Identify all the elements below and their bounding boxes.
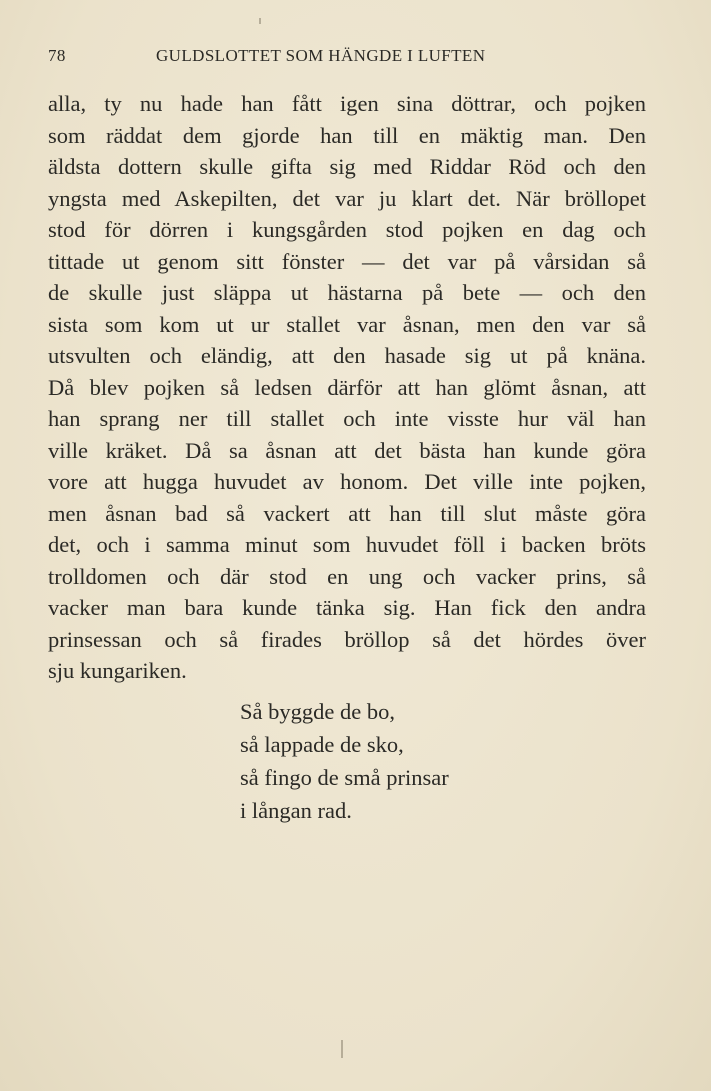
text-line: yngsta med Askepilten, det var ju klart det. När bröllopet xyxy=(48,185,646,211)
page-header xyxy=(48,46,646,70)
verse-line: Så byggde de bo, xyxy=(240,699,395,724)
text-line: han sprang ner till stallet och inte visste hur väl han xyxy=(48,406,646,431)
text-line: vacker man bara kunde tänka sig. Han fick den andra xyxy=(48,595,646,620)
verse-line: i långan rad. xyxy=(240,798,352,823)
speck-mark xyxy=(259,18,261,24)
text-line: de skulle just släppa ut hästarna på bete — och den xyxy=(48,280,646,305)
verse-line: så fingo de små prinsar xyxy=(240,765,449,790)
text-line: stod för dörren i kungsgården stod pojken en dag och xyxy=(48,217,646,242)
text-line: sju kungariken. xyxy=(48,658,187,683)
text-line: som räddat dem gjorde han till en mäktig man. Den xyxy=(48,122,646,148)
closing-verse xyxy=(240,695,449,827)
text-line: sista som kom ut ur stallet var åsnan, men den var så xyxy=(48,311,646,337)
speck-mark xyxy=(341,1040,343,1058)
text-line: tittade ut genom sitt fönster — det var på vårsidan så xyxy=(48,248,646,274)
page-number: 78 xyxy=(48,46,66,65)
running-title: GULDSLOTTET SOM HÄNGDE I LUFTEN xyxy=(156,46,486,65)
text-line: ville kräket. Då sa åsnan att det bästa han kunde göra xyxy=(48,437,646,463)
body-paragraph xyxy=(48,88,646,687)
text-line: men åsnan bad så vackert att han till slut måste göra xyxy=(48,500,646,526)
text-line: äldsta dottern skulle gifta sig med Riddar Röd och den xyxy=(48,154,646,179)
text-line: utsvulten och eländig, att den hasade sig ut på knäna. xyxy=(48,343,646,368)
text-line: prinsessan och så firades bröllop så det hördes över xyxy=(48,626,646,652)
text-line: trolldomen och där stod en ung och vacker prins, så xyxy=(48,563,646,589)
text-line: vore att hugga huvudet av honom. Det ville inte pojken, xyxy=(48,469,646,494)
text-line: Då blev pojken så ledsen därför att han glömt åsnan, att xyxy=(48,374,646,400)
text-line: alla, ty nu hade han fått igen sina döttrar, och pojken xyxy=(48,91,646,116)
text-line: det, och i samma minut som huvudet föll i backen bröts xyxy=(48,532,646,557)
verse-line: så lappade de sko, xyxy=(240,732,404,757)
